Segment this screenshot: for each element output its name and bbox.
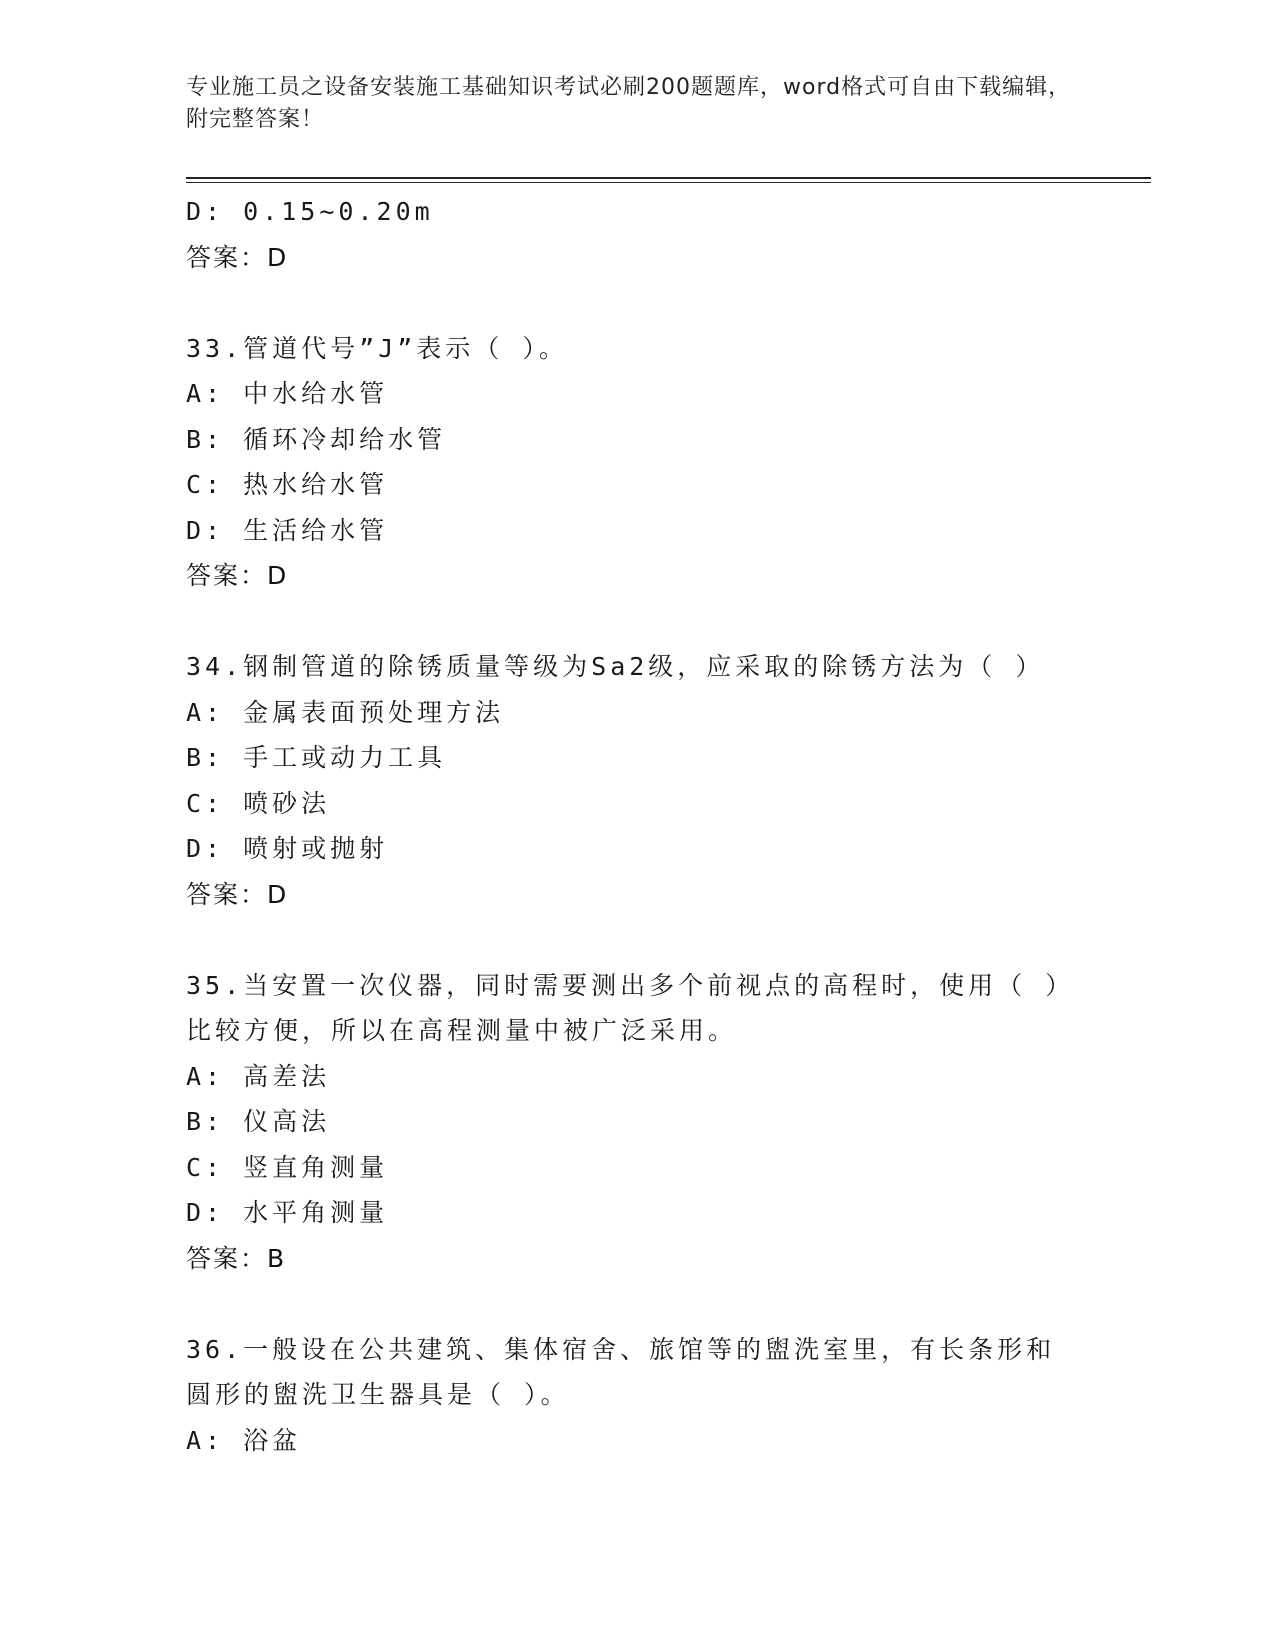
document-body	[186, 189, 1086, 1463]
question-35	[186, 963, 1086, 1282]
prev-option-d: D: 0.15~0.20m	[186, 197, 434, 226]
option-a: A: 浴盆	[186, 1425, 302, 1455]
answer: 答案：B	[186, 1243, 287, 1273]
spacer	[186, 1281, 1086, 1327]
option-b: B: 手工或动力工具	[186, 743, 447, 772]
option-a: A: 高差法	[186, 1061, 331, 1091]
spacer	[186, 599, 1086, 645]
option-a: A: 中水给水管	[186, 379, 389, 408]
question-stem: 33.管道代号”J”表示（ ）。	[186, 333, 568, 363]
option-d: D: 生活给水管	[186, 515, 389, 545]
header-rule-thin	[186, 182, 1151, 183]
option-a: A: 金属表面预处理方法	[186, 697, 505, 727]
question-stem: 36.一般设在公共建筑、集体宿舍、旅馆等的盥洗室里，有长条形和圆形的盥洗卫生器具是（ ）。	[186, 1334, 1056, 1409]
spacer	[186, 917, 1086, 963]
option-b: B: 仪高法	[186, 1107, 331, 1136]
question-stem: 35.当安置一次仪器，同时需要测出多个前视点的高程时，使用（ ）比较方便，所以在高程测量中被广泛采用。	[186, 970, 1062, 1045]
option-c: C: 喷砂法	[186, 788, 331, 818]
question-33	[186, 326, 1086, 599]
option-d: D: 水平角测量	[186, 1198, 389, 1227]
question-stem: 34.钢制管道的除锈质量等级为Sa2级，应采取的除锈方法为（ ）	[186, 652, 1045, 681]
spacer	[186, 280, 1086, 326]
answer: 答案：D	[186, 879, 289, 909]
question-34	[186, 644, 1086, 917]
header-rule	[186, 177, 1151, 179]
question-36	[186, 1327, 1086, 1464]
prev-answer: 答案：D	[186, 242, 289, 272]
option-b: B: 循环冷却给水管	[186, 424, 447, 454]
option-c: C: 竖直角测量	[186, 1152, 389, 1182]
page-header: 专业施工员之设备安装施工基础知识考试必刷200题题库，word格式可自由下载编辑，附完整答案！	[186, 75, 1072, 132]
option-c: C: 热水给水管	[186, 470, 389, 499]
answer: 答案：D	[186, 561, 289, 590]
option-d: D: 喷射或抛射	[186, 834, 389, 863]
